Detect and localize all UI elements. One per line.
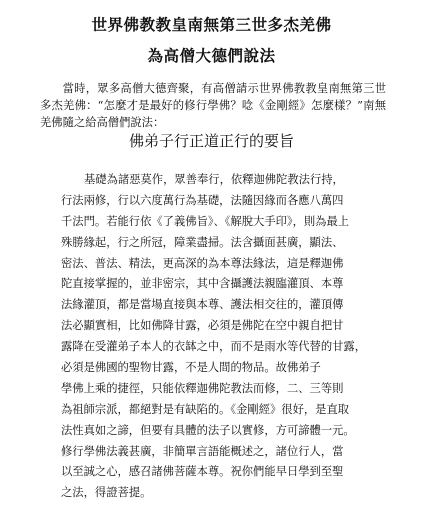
body-line: 修行學佛法義甚廣，非簡單言語能概述之，諸位行人，當	[61, 444, 344, 458]
body-line: 法性真如之諦，但要有具體的法子以實修，方可諦體一元。	[61, 423, 355, 437]
body-line: 必須是佛國的聖物甘露，不是人間的物品。故佛弟子	[61, 361, 321, 375]
body-line: 法必顯實相，比如佛降甘露，必須是佛陀在空中親自把甘	[61, 319, 344, 333]
body-line: 行法兩修，行以六度萬行為基礎，法隨因緣而各應八萬四	[61, 193, 344, 207]
body-paragraph	[61, 170, 383, 504]
body-line: 露降在受灌弟子本人的衣缽之中，而不是雨水等代替的甘露，	[61, 340, 367, 354]
section-heading: 佛弟子行正道正行的要旨	[128, 132, 294, 150]
body-line: 以至誠之心，感召諸佛菩薩本尊。祝你們能早日學到至聖	[61, 465, 344, 479]
body-line: 學佛上乘的捷徑，只能依釋迦佛陀教法而修，二、三等則	[61, 381, 344, 395]
title-line-2: 為高僧大德們說法	[147, 46, 276, 65]
intro-paragraph: 當時，眾多高僧大德齊聚，有高僧請示世界佛教教皇南無第三世多杰羌佛：“怎麼才是最好的修行學佛？唸《金剛經》怎麼樣？”南無羌佛隨之給高僧們說法：	[40, 82, 386, 129]
body-line: 千法門。若能行依《了義佛旨》、《解脫大手印》，則為最上	[61, 214, 350, 228]
body-line: 之法，得證菩提。	[61, 486, 152, 500]
body-line: 為祖師宗派，都絕對是有缺陷的。《金剛經》很好，是直取	[61, 402, 350, 416]
body-line: 殊勝緣起，行之所冠，障業盡掃。法含攝面甚廣，顯法、	[61, 235, 344, 249]
title-line-1: 世界佛教教皇南無第三世多杰羌佛	[91, 15, 332, 34]
body-line: 密法、普法、精法，更高深的為本尊法緣法，這是釋迦佛	[61, 256, 344, 270]
body-line: 法緣灌頂，都是當場直接與本尊、護法相交往的，灌頂傳	[61, 298, 344, 312]
body-line: 基礎為諸惡莫作，眾善奉行，依釋迦佛陀教法行持，	[84, 173, 344, 186]
body-line: 陀直接掌握的，並非密宗，其中含攝護法親臨灌頂、本尊	[61, 277, 344, 291]
